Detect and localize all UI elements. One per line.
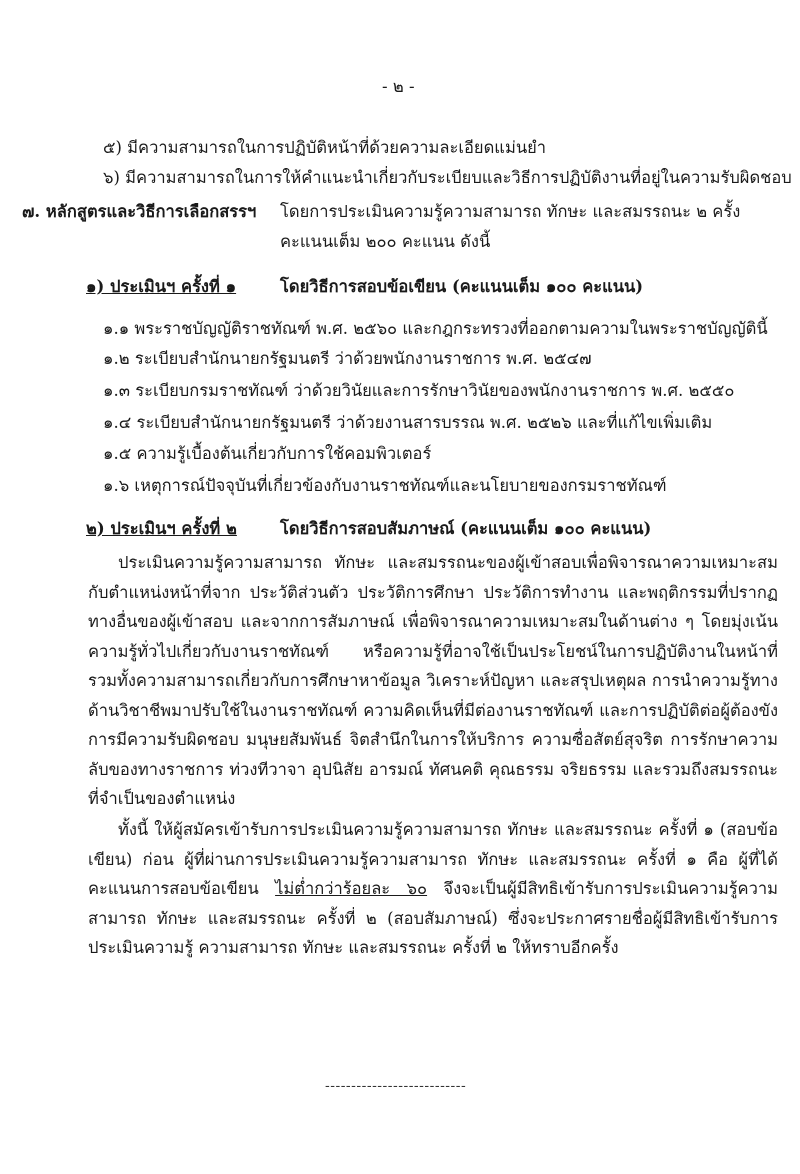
selection-note [88, 815, 778, 963]
round-2-description-text: ประเมินความรู้ความสามารถ ทักษะ และสมรรถนะของผู้เข้าสอบเพื่อพิจารณาความเหมาะสมกับตำแหน่งหน้าที่จาก ประวัติส่วนตัว ประวัติการศึกษา ประวัติการทำงาน และพฤติกรรมที่ปรากฏทางอื่นของผู้เข้าสอบ และจากการสัมภาษณ์ เพื่อพิจารณาความเหมาะสมในด้านต่าง ๆ โดยมุ่งเน้นความรู้ทั่วไปเกี่ยวกับงานราชทัณฑ์ หรือความรู้ที่อาจใช้เป็นประโยชน์ในการปฏิบัติงานในหน้าที่ รวมทั้งความสามารถเกี่ยวกับการศึกษาหาข้อมูล วิเคราะห์ปัญหา และสรุปเหตุผล การนำความรู้ทางด้านวิชาชีพมาปรับใช้ในงานราชทัณฑ์ ความคิดเห็นที่มีต่องานราชทัณฑ์ และการปฏิบัติต่อผู้ต้องขัง การมีความรับผิดชอบ มนุษยสัมพันธ์ จิตสำนึกในการให้บริการ ความซื่อสัตย์สุจริต การรักษาความลับของทางราชการ ท่วงทีวาจา อุปนิสัย อารมณ์ ทัศนคติ คุณธรรม จริยธรรม และรวมถึงสมรรถนะที่จำเป็นของตำแหน่ง [88, 553, 778, 808]
round-1-topic: ๑.๓ ระเบียบกรมราชทัณฑ์ ว่าด้วยวินัยและการรักษาวินัยของพนักงานราชการ พ.ศ. ๒๕๕๐ [103, 381, 735, 400]
round-2-method: โดยวิธีการสอบสัมภาษณ์ (คะแนนเต็ม ๑๐๐ คะแนน) [280, 519, 652, 538]
note-part2: จึงจะเป็นผู้มีสิทธิเข้ารับการประเมินความรู้ความสามารถ ทักษะ และสมรรถนะ ครั้งที่ ๒ (สอบสัมภาษณ์) ซึ่งจะประกาศรายชื่อผู้มีสิทธิเข้ารับการประเมินความรู้ ความสามารถ ทักษะ และสมรรถนะ ครั้งที่ ๒ ให้ทราบอีกครั้ง [88, 879, 778, 957]
round-1-topic: ๑.๑ พระราชบัญญัติราชทัณฑ์ พ.ศ. ๒๕๖๐ และกฎกระทรวงที่ออกตามความในพระราชบัญญัตินี้ [103, 319, 768, 338]
note-threshold: ไม่ต่ำกว่าร้อยละ ๖๐ [275, 879, 428, 898]
round-2-label: ๒) ประเมินฯ ครั้งที่ ๒ [86, 519, 237, 538]
end-divider: --------------------------- [325, 1078, 467, 1094]
round-1-topic: ๑.๔ ระเบียบสำนักนายกรัฐมนตรี ว่าด้วยงานสารบรรณ พ.ศ. ๒๕๒๖ และที่แก้ไขเพิ่มเติม [103, 413, 713, 432]
round-2-description [88, 548, 778, 814]
round-1-topic: ๑.๕ ความรู้เบื้องต้นเกี่ยวกับการใช้คอมพิวเตอร์ [103, 444, 432, 463]
duty-item-5: ๕) มีความสามารถในการปฏิบัติหน้าที่ด้วยความละเอียดแม่นยำ [103, 138, 547, 157]
section-7-heading: ๗. หลักสูตรและวิธีการเลือกสรรฯ [22, 202, 257, 221]
page-number: - ๒ - [382, 77, 415, 96]
note-part1: ทั้งนี้ ให้ผู้สมัครเข้ารับการประเมินความรู้ความสามารถ ทักษะ และสมรรถนะ ครั้งที่ ๑ (สอบข้อเขียน) ก่อน ผู้ที่ผ่านการประเมินความรู้ความสามารถ ทักษะ และสมรรถนะ ครั้งที่ ๑ คือ ผู้ที่ได้คะแนนการสอบข้อเขียน [88, 820, 778, 898]
round-1-topic: ๑.๖ เหตุการณ์ปัจจุบันที่เกี่ยวข้องกับงานราชทัณฑ์และนโยบายของกรมราชทัณฑ์ [103, 476, 667, 495]
round-1-label: ๑) ประเมินฯ ครั้งที่ ๑ [86, 277, 237, 296]
round-1-topic: ๑.๒ ระเบียบสำนักนายกรัฐมนตรี ว่าด้วยพนักงานราชการ พ.ศ. ๒๕๔๗ [103, 349, 592, 368]
round-1-method: โดยวิธีการสอบข้อเขียน (คะแนนเต็ม ๑๐๐ คะแนน) [280, 277, 644, 296]
section-7-text-line2: คะแนนเต็ม ๒๐๐ คะแนน ดังนี้ [280, 232, 491, 251]
duty-item-6: ๖) มีความสามารถในการให้คำแนะนำเกี่ยวกับระเบียบและวิธีการปฏิบัติงานที่อยู่ในความรับผิดชอบ [103, 168, 792, 187]
section-7-text-line1: โดยการประเมินความรู้ความสามารถ ทักษะ และสมรรถนะ ๒ ครั้ง [280, 202, 741, 221]
